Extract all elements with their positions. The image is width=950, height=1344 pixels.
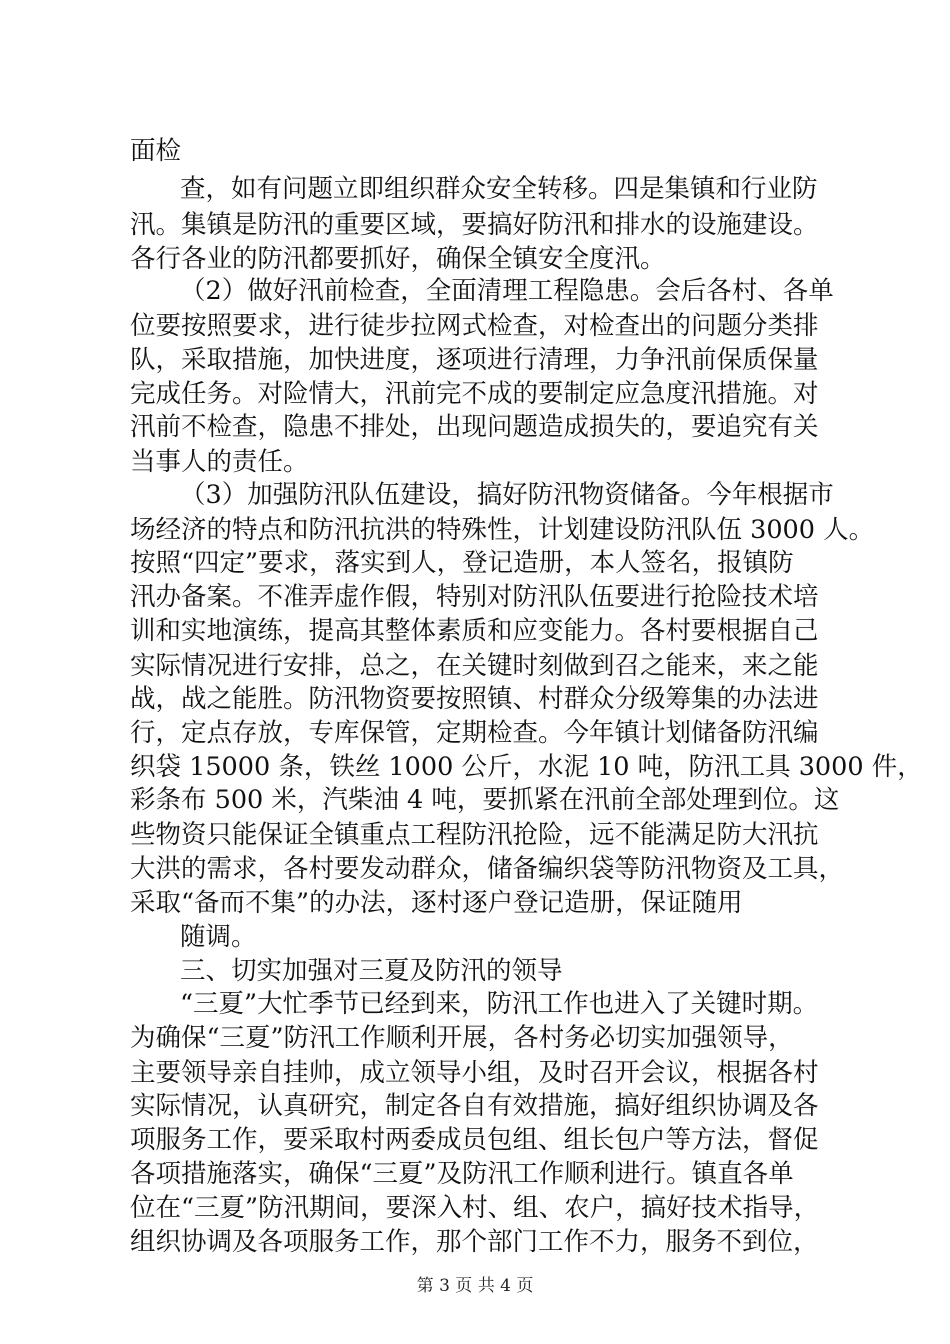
text-line: 按照“四定”要求，落实到人，登记造册，本人签名，报镇防 xyxy=(130,548,794,578)
text-line: 主要领导亲自挂帅，成立领导小组，及时召开会议，根据各村 xyxy=(130,1058,819,1088)
text-line: （3）加强防汛队伍建设，搞好防汛物资储备。今年根据市 xyxy=(180,480,834,510)
text-line: 些物资只能保证全镇重点工程防汛抢险，远不能满足防大汛抗 xyxy=(130,820,819,850)
text-line: 组织协调及各项服务工作，那个部门工作不力，服务不到位， xyxy=(130,1227,819,1257)
text-line: 当事人的责任。 xyxy=(130,447,309,477)
text-line: 汛。集镇是防汛的重要区域，要搞好防汛和排水的设施建设。 xyxy=(130,210,819,240)
text-line: “三夏”大忙季节已经到来，防汛工作也进入了关键时期。 xyxy=(180,989,819,1019)
text-line: 采取“备而不集”的办法，逐村逐户登记造册，保证随用 xyxy=(130,888,743,918)
text-line: 行，定点存放，专库保管，定期检查。今年镇计划储备防汛编 xyxy=(130,718,819,748)
text-line: 面检 xyxy=(130,136,182,166)
text-line: 大洪的需求，各村要发动群众，储备编织袋等防汛物资及工具， xyxy=(130,854,845,884)
text-line: 彩条布 500 米，汽柴油 4 吨，要抓紧在汛前全部处理到位。这 xyxy=(130,785,840,815)
text-line: 织袋 15000 条，铁丝 1000 公斤，水泥 10 吨，防汛工具 3000 件， xyxy=(130,752,923,782)
text-line: 位要按照要求，进行徒步拉网式检查，对检查出的问题分类排 xyxy=(130,311,819,341)
text-line: （2）做好汛前检查，全面清理工程隐患。会后各村、各单 xyxy=(180,276,834,306)
text-line: 各项措施落实，确保“三夏”及防汛工作顺利进行。镇直各单 xyxy=(130,1159,794,1189)
text-line: 汛前不检查，隐患不排处，出现问题造成损失的，要追究有关 xyxy=(130,412,819,442)
section-heading: 三、切实加强对三夏及防汛的领导 xyxy=(180,956,563,986)
text-line: 完成任务。对险情大，汛前完不成的要制定应急度汛措施。对 xyxy=(130,379,819,409)
text-line: 汛办备案。不准弄虚作假，特别对防汛队伍要进行抢险技术培 xyxy=(130,582,819,612)
text-line: 战，战之能胜。防汛物资要按照镇、村群众分级筹集的办法进 xyxy=(130,684,819,714)
text-line: 查，如有问题立即组织群众安全转移。四是集镇和行业防 xyxy=(180,174,818,204)
text-line: 实际情况进行安排，总之，在关键时刻做到召之能来，来之能 xyxy=(130,651,819,681)
text-line: 队，采取措施，加快进度，逐项进行清理，力争汛前保质保量 xyxy=(130,345,819,375)
text-line: 各行各业的防汛都要抓好，确保全镇安全度汛。 xyxy=(130,244,666,274)
text-line: 实际情况，认真研究，制定各自有效措施，搞好组织协调及各 xyxy=(130,1091,819,1121)
text-line: 训和实地演练，提高其整体素质和应变能力。各村要根据自己 xyxy=(130,616,819,646)
text-line: 项服务工作，要采取村两委成员包组、组长包户等方法，督促 xyxy=(130,1125,819,1155)
text-line: 为确保“三夏”防汛工作顺利开展，各村务必切实加强领导， xyxy=(130,1023,794,1053)
page-footer: 第 3 页 共 4 页 xyxy=(416,1276,534,1296)
text-line: 场经济的特点和防汛抗洪的特殊性，计划建设防汛队伍 3000 人。 xyxy=(130,515,875,545)
text-line: 随调。 xyxy=(180,922,257,952)
text-line: 位在“三夏”防汛期间，要深入村、组、农户，搞好技术指导， xyxy=(130,1193,820,1223)
